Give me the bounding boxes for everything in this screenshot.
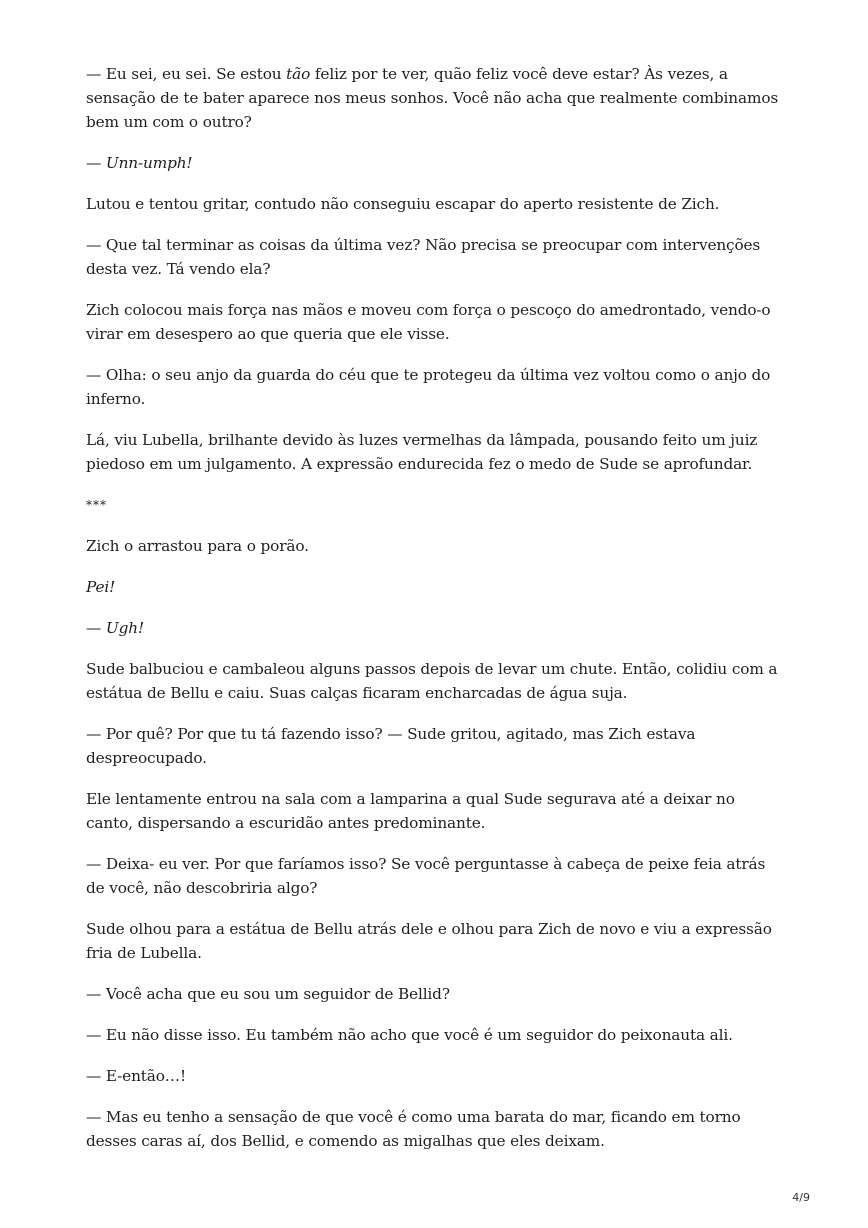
scene-separator: *** [86,498,107,512]
paragraph: — Deixa- eu ver. Por que faríamos isso? Se você perguntasse à cabeça de peixe feia atrás de você, não descobriria algo? [86,855,766,897]
paragraph: Lutou e tentou gritar, contudo não conseguiu escapar do aperto resistente de Zich. [86,195,720,213]
paragraph: — Unn-umph! [86,154,193,172]
paragraph: Zich colocou mais força nas mãos e moveu com força o pescoço do amedrontado, vendo-o virar em desespero ao que queria que ele visse. [86,301,771,343]
paragraph: Sude olhou para a estátua de Bellu atrás dele e olhou para Zich de novo e viu a expressão fria de Lubella. [86,920,772,962]
paragraph: — Ugh! [86,619,144,637]
paragraph: — Eu sei, eu sei. Se estou tão feliz por te ver, quão feliz você deve estar? Às vezes, a sensação de te bater aparece nos meus sonhos. Você não acha que realmente combinamos bem um com o outro? [86,65,779,131]
paragraph: Sude balbuciou e cambaleou alguns passos depois de levar um chute. Então, colidiu com a estátua de Bellu e caiu. Suas calças ficaram encharcadas de água suja. [86,660,778,702]
paragraph: — Que tal terminar as coisas da última vez? Não precisa se preocupar com intervenções desta vez. Tá vendo ela? [86,236,761,278]
document-body [86,62,786,1170]
paragraph: — Mas eu tenho a sensação de que você é como uma barata do mar, ficando em torno desses caras aí, dos Bellid, e comendo as migalhas que eles deixam. [86,1108,741,1150]
paragraph: — E-então…! [86,1067,186,1085]
paragraph: Pei! [86,578,116,596]
paragraph: Zich o arrastou para o porão. [86,537,309,555]
paragraph: Lá, viu Lubella, brilhante devido às luzes vermelhas da lâmpada, pousando feito um juiz piedoso em um julgamento. A expressão endurecida fez o medo de Sude se aprofundar. [86,431,758,473]
paragraph: — Você acha que eu sou um seguidor de Bellid? [86,985,450,1003]
paragraph: — Por quê? Por que tu tá fazendo isso? — Sude gritou, agitado, mas Zich estava despreocupado. [86,725,696,767]
paragraph: — Eu não disse isso. Eu também não acho que você é um seguidor do peixonauta ali. [86,1026,733,1044]
paragraph: Ele lentamente entrou na sala com a lamparina a qual Sude segurava até a deixar no canto, dispersando a escuridão antes predominante. [86,790,735,832]
page-number: 4/9 [792,1191,810,1204]
paragraph: — Olha: o seu anjo da guarda do céu que te protegeu da última vez voltou como o anjo do inferno. [86,366,771,408]
